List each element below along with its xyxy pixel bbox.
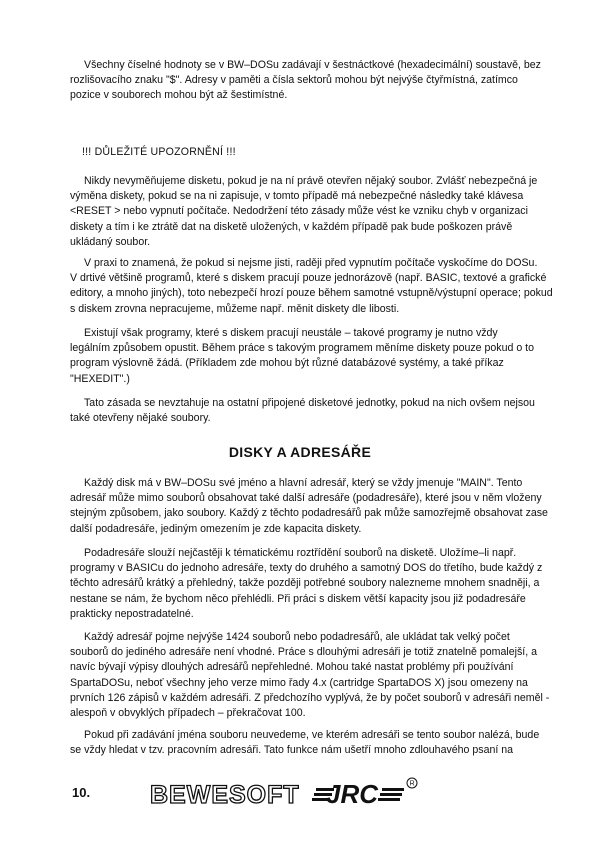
text-line: těchto adresářů krátký a přehledný, takže později potřebné soubory nalezneme mnohem snadněji, a [70, 577, 540, 590]
text-line: stejným způsobem, jako soubory. Každý z těchto podadresářů pak může samozřejmě obsahovat zase [70, 507, 548, 520]
text-line: Každý disk má v BW–DOSu své jméno a hlavní adresář, který se vždy jmenuje "MAIN". Tento [84, 477, 523, 489]
text-line: Všechny číselné hodnoty se v BW–DOSu zadávají v šestnáctkové (hexadecimální) soustavě, bez [84, 59, 541, 71]
text-line: program výslovně žádá. (Příkladem zde mohou být různé databázové systémy, a také příkaz [70, 357, 504, 370]
text-line: souborů do jediného adresáře není vhodné. Práce s dlouhými adresáři je totiž znatelně pomalejší, a [70, 646, 537, 659]
text-line: SpartaDOSu, neboť všechny jeho verze mimo řady 4.x (cartridge SpartaDOS X) jsou omezeny na [70, 676, 528, 689]
text-line: Tato zásada se nevztahuje na ostatní připojené disketové jednotky, pokud na nich ovšem nejsou [84, 397, 535, 409]
text-line: pozice v souborech mohou být až šestimístné. [70, 89, 288, 102]
paragraph-practice [70, 256, 553, 317]
text-line: další podadresáře, jediným omezením je zde kapacita diskety. [70, 522, 362, 535]
text-line: s diskem zrovna nepracujeme, můžeme např. měnit diskety dle libosti. [70, 302, 400, 315]
paragraph-disk-name [70, 476, 548, 537]
text-line: také otevřeny nějaké soubory. [70, 412, 211, 425]
paragraph-directory-limits [70, 630, 550, 721]
section-heading: DISKY A ADRESÁŘE [228, 444, 372, 460]
text-line: rozlišovacího znaku "$". Adresy v paměti a čísla sektorů mohou být nejvýše čtyřmístná, zatímco [70, 74, 518, 87]
text-line: <RESET > nebo vypnutí počítače. Nedodržení této zásady může vést ke vzniku chyb v organizaci [70, 205, 528, 218]
text-line: Podadresáře slouží nejčastěji k tématickému roztřídění souborů na disketě. Uložíme–li např. [84, 547, 517, 559]
paragraph-programs [70, 326, 538, 387]
paragraph-disk-change [70, 174, 538, 250]
text-line: Pokud při zadávání jména souboru neuvedeme, ve kterém adresáři se tento soubor nalézá, bude [84, 729, 540, 741]
text-line: adresář může mimo souborů obsahovat také další adresáře (podadresáře), které jsou v něm vloženy [70, 492, 542, 505]
jrc-logo [312, 776, 422, 810]
text-line: Existují však programy, které s diskem pracují neustále – takové programy je nutno vždy [84, 327, 498, 339]
text-line: navíc bývají výpisy dlouhých adresářů nepřehledné. Mohou také nastat problémy při používání [70, 661, 514, 674]
text-line: programy v BASICu do jednoho adresáře, texty do druhého a samotný DOS do třetího, bude každý z [70, 562, 543, 575]
text-line: výměna diskety, pokud se na ni zapisuje, v tomto případě má nebezpečné následky také klávesa [70, 190, 524, 203]
text-line: V praxi to znamená, že pokud si nejsme jisti, raději před vypnutím počítače vyskočíme do DOSu. [84, 257, 538, 269]
paragraph-subdirectories [70, 546, 543, 622]
paragraph-other-drives [70, 396, 538, 426]
text-line: "HEXEDIT".) [70, 372, 130, 385]
warning-heading: !!! DŮLEŽITÉ UPOZORNĚNÍ !!! [82, 146, 236, 158]
text-line: ukládaný soubor. [70, 235, 151, 248]
text-line: diskety a tím i ke ztrátě dat na disketě uložených, v každém případě pak bude poškozen právě [70, 220, 513, 233]
text-line: prakticky nepostradatelné. [70, 607, 194, 620]
paragraph-working-directory [70, 728, 538, 758]
text-line: V drtivé většině programů, které s diskem pracují pouze jednorázově (např. BASIC, textové a grafické [70, 272, 547, 285]
text-line: prvních 126 zápisů v každém adresáři. Z předchozího vyplývá, že by počet souborů v adresáři neměl - [70, 691, 550, 704]
text-line: Nikdy nevyměňujeme disketu, pokud je na ní právě otevřen nějaký soubor. Zvlášť nebezpečná je [84, 175, 538, 187]
text-line: Každý adresář pojme nejvýše 1424 souborů nebo podadresářů, ale ukládat tak velký počet [84, 631, 510, 643]
svg-text:JRC: JRC [326, 779, 379, 809]
text-line: nestane se nám, že bychom něco přehlédli. Při práci s diskem větší kapacity jsou již podadresáře [70, 592, 526, 605]
text-line: se vždy hledat v tzv. pracovním adresáři. Tato funkce nám ušetří mnoho zdlouhavého psaní na [70, 744, 514, 757]
paragraph-hex-values [70, 58, 541, 104]
svg-text:R: R [409, 780, 415, 788]
bewesoft-logo [148, 780, 300, 809]
text-line: editory, a mnoho jiných), toto nebezpečí hrozí pouze během samotné vstupně/výstupní operace; pokud [70, 287, 553, 300]
svg-text:BEWESOFT: BEWESOFT [150, 781, 300, 809]
text-line: alespoň v obvyklých případech – překračovat 100. [70, 707, 306, 720]
text-line: legálním způsobem opustit. Během práce s takovým programem měníme diskety pouze pokud o to [70, 342, 534, 355]
page-number: 10. [72, 785, 91, 800]
